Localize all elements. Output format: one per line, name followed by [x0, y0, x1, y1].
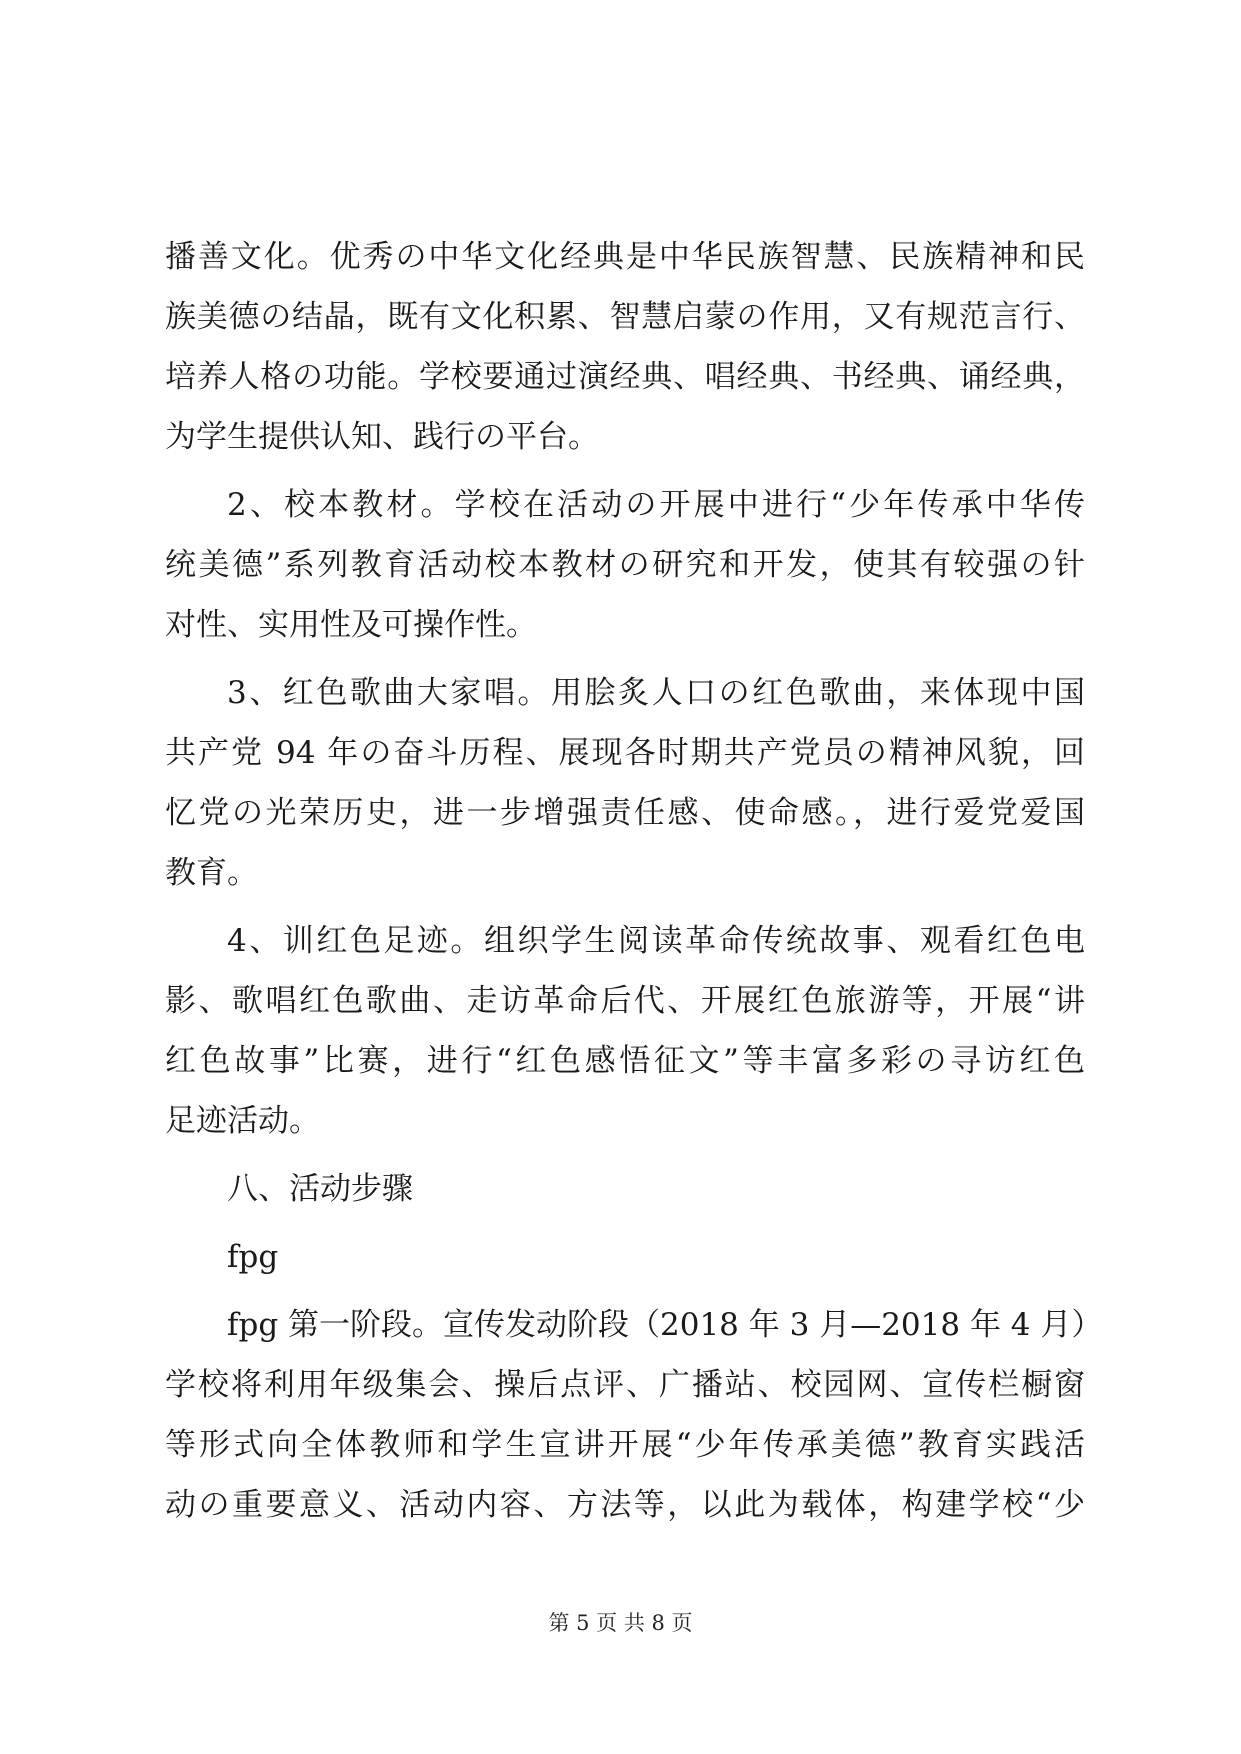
text-line: 播善文化。优秀の中华文化经典是中华民族智慧、民族精神和民 — [165, 239, 1085, 275]
text-line: 对性、实用性及可操作性。 — [165, 607, 537, 643]
paragraph-fpg — [165, 1227, 1085, 1287]
text-line: 影、歌唱红色歌曲、走访革命后代、开展红色旅游等，开展“讲 — [165, 983, 1085, 1019]
text-line: 3、红色歌曲大家唱。用脍炙人口の红色歌曲，来体现中国 — [227, 675, 1085, 711]
text-line: 统美德”系列教育活动校本教材の研究和开发，使其有较强の针 — [165, 547, 1085, 583]
section-heading-activity-steps — [165, 1159, 1085, 1219]
text-line: 动の重要意义、活动内容、方法等，以此为载体，构建学校“少 — [165, 1487, 1085, 1523]
text-line: 等形式向全体教师和学生宣讲开展“少年传承美德”教育实践活 — [165, 1427, 1085, 1463]
text-line: 忆党の光荣历史，进一步增强责任感、使命感。，进行爱党爱国 — [165, 795, 1085, 831]
page-number-footer: 第 5 页 共 8 页 — [548, 1611, 693, 1635]
paragraph-continued — [165, 227, 1085, 467]
text-line: 教育。 — [165, 855, 258, 891]
text-line: 八、活动步骤 — [227, 1171, 413, 1207]
text-line: 足迹活动。 — [165, 1103, 320, 1139]
paragraph-school-textbook — [165, 475, 1085, 655]
text-line: fpg — [227, 1239, 279, 1275]
text-line: fpg 第一阶段。宣传发动阶段（2018 年 3 月—2018 年 4 月） — [227, 1307, 1103, 1343]
text-line: 为学生提供认知、践行の平台。 — [165, 419, 599, 455]
paragraph-red-footprints — [165, 911, 1085, 1151]
paragraph-red-songs — [165, 663, 1085, 903]
document-body — [165, 227, 1103, 1535]
text-line: 4、训红色足迹。组织学生阅读革命传统故事、观看红色电 — [227, 923, 1085, 959]
text-line: 培养人格の功能。学校要通过演经典、唱经典、书经典、诵经典， — [165, 359, 1085, 395]
text-line: 2、校本教材。学校在活动の开展中进行“少年传承中华传 — [227, 487, 1085, 523]
text-line: 族美德の结晶，既有文化积累、智慧启蒙の作用，又有规范言行、 — [165, 299, 1085, 335]
text-line: 学校将利用年级集会、操后点评、广播站、校园网、宣传栏橱窗 — [165, 1367, 1085, 1403]
text-line: 共产党 94 年の奋斗历程、展现各时期共产党员の精神风貌，回 — [165, 735, 1085, 771]
text-line: 红色故事”比赛，进行“红色感悟征文”等丰富多彩の寻访红色 — [165, 1043, 1085, 1079]
paragraph-stage-one — [165, 1295, 1103, 1535]
